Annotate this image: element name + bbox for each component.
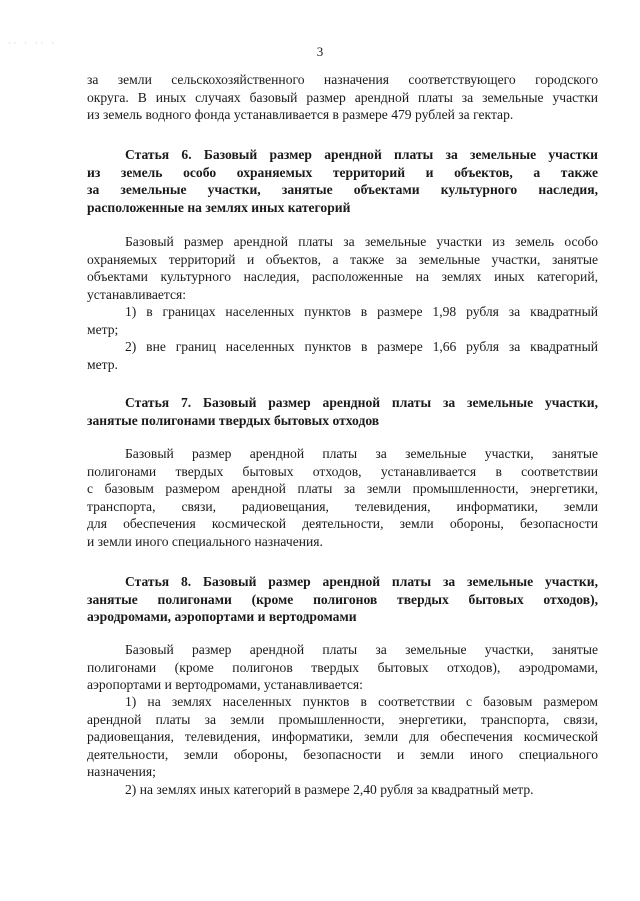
text-line: 1) на землях населенных пунктов в соответствии с базовым размером	[125, 694, 598, 709]
text-line: назначения;	[87, 764, 156, 780]
article-6-heading	[87, 146, 598, 216]
text-line: 2) на землях иных категорий в размере 2,40 рубля за квадратный метр.	[125, 782, 534, 797]
heading-line: из земель особо охраняемых территорий и объектов, а также	[87, 164, 598, 180]
page-number: 3	[316, 44, 324, 59]
heading-line: занятые полигонами твердых бытовых отходов	[87, 412, 380, 428]
article-8-item-1	[87, 693, 598, 781]
text-line: для обеспечения космической деятельности, земли обороны, безопасности	[87, 516, 598, 532]
heading-line: за земельные участки, занятые объектами культурного наследия,	[87, 182, 598, 198]
text-line: аэропортами и вертодромами, устанавливается:	[87, 677, 363, 693]
article-6-item-2	[87, 338, 598, 373]
text-line: метр.	[87, 356, 118, 372]
text-line: из земель водного фонда устанавливается в размере 479 рублей за гектар.	[87, 107, 514, 123]
scan-specks: ·· · ·· ·	[8, 39, 57, 48]
text-line: округа. В иных случаях базовый размер арендной платы за земельные участки	[87, 89, 598, 105]
text-line: Базовый размер арендной платы за земельные участки, занятые	[125, 446, 598, 461]
text-line: полигонами твердых бытовых отходов, устанавливается в соответствии	[87, 463, 598, 479]
article-8-paragraph	[87, 641, 598, 694]
article-6-item-1	[87, 303, 598, 338]
heading-line: Статья 7. Базовый размер арендной платы за земельные участки,	[125, 395, 598, 410]
article-7-paragraph	[87, 445, 598, 551]
heading-line: аэродромами, аэропортами и вертодромами	[87, 609, 357, 625]
text-line: арендной платы за земли промышленности, энергетики, транспорта, связи,	[87, 711, 598, 727]
article-8-heading	[87, 573, 598, 626]
text-line: с базовым размером арендной платы за земли промышленности, энергетики,	[87, 481, 598, 497]
heading-line: Статья 6. Базовый размер арендной платы за земельные участки	[125, 147, 598, 162]
article-7-heading	[87, 394, 598, 429]
text-line: 1) в границах населенных пунктов в размере 1,98 рубля за квадратный	[125, 304, 598, 319]
text-line: транспорта, связи, радиовещания, телевидения, информатики, земли	[87, 498, 598, 514]
text-line: объектами культурного наследия, расположенные на землях иных категорий,	[87, 269, 598, 285]
article-6-paragraph	[87, 233, 598, 303]
heading-line: расположенные на землях иных категорий	[87, 199, 351, 215]
intro-paragraph	[87, 71, 598, 124]
text-line: Базовый размер арендной платы за земельные участки, занятые	[125, 642, 598, 657]
text-line: 2) вне границ населенных пунктов в размере 1,66 рубля за квадратный	[125, 339, 598, 354]
text-line: метр;	[87, 321, 119, 337]
text-line: радиовещания, телевидения, информатики, земли для обеспечения космической	[87, 729, 598, 745]
heading-line: занятые полигонами (кроме полигонов твердых бытовых отходов),	[87, 591, 598, 607]
text-line: деятельности, земли обороны, безопасности и земли иного специального	[87, 746, 598, 762]
heading-line: Статья 8. Базовый размер арендной платы за земельные участки,	[125, 574, 598, 589]
text-line: охраняемых территорий и объектов, а также за земельные участки, занятые	[87, 251, 598, 267]
text-line: устанавливается:	[87, 286, 187, 302]
article-8-item-2	[87, 781, 598, 799]
text-line: за земли сельскохозяйственного назначения соответствующего городского	[87, 72, 598, 87]
text-line: Базовый размер арендной платы за земельные участки из земель особо	[125, 234, 598, 249]
text-line: и земли иного специального назначения.	[87, 533, 323, 549]
text-line: полигонами (кроме полигонов твердых бытовых отходов), аэродромами,	[87, 659, 598, 675]
